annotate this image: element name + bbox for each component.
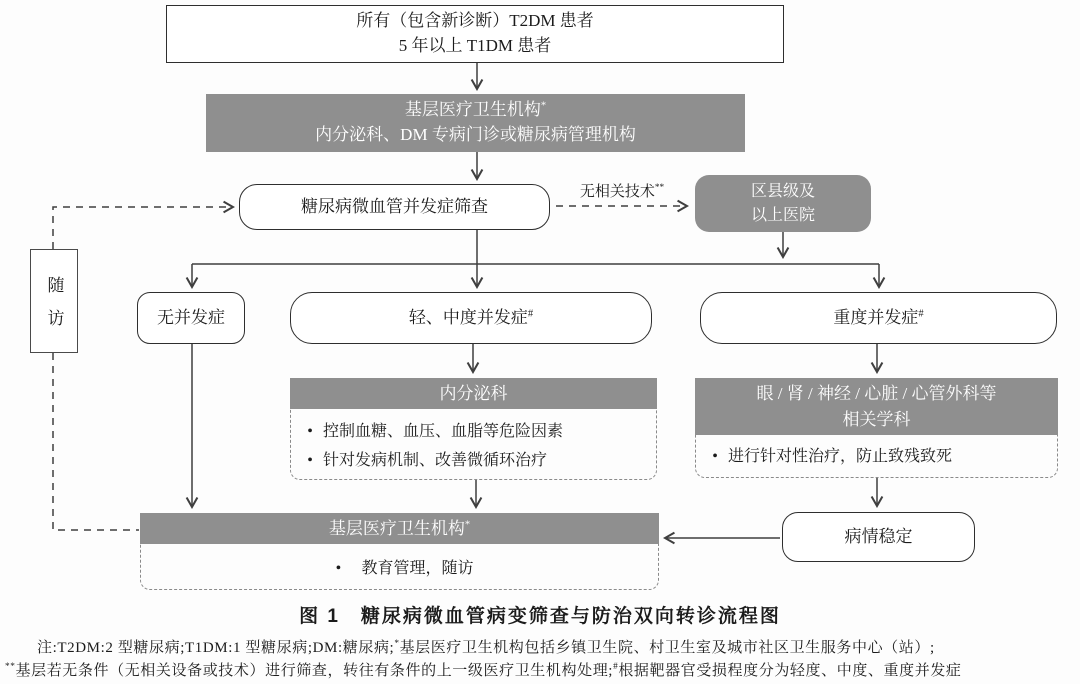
bottom-org-bullet: • 教育管理，随访 [141,554,658,583]
followup-label: 随访 [44,275,64,343]
endocrinology-box [290,378,657,480]
bottom-org-header: 基层医疗卫生机构* [140,513,659,544]
patients-box [166,5,784,63]
specialty-bullet: • 进行针对性治疗，防止致残致死 [702,442,1057,471]
district-line1: 区县级及 [750,183,815,201]
endocrinology-header: 内分泌科 [290,378,657,409]
mild-moderate-box: 轻、中度并发症# [290,292,652,344]
followup-box [30,249,78,353]
primary-org-box [206,94,745,152]
notes-line1: 注:T2DM:2 型糖尿病;T1DM:1 型糖尿病;DM:糖尿病;*基层医疗卫生机构包括乡镇卫生院、村卫生室及城市社区卫生服务中心（站）; [37,639,935,656]
primary-org-sup: * [540,100,547,112]
primary-org-line1: 基层医疗卫生机构 [404,100,541,120]
bullet-icon: • [712,448,718,465]
figure-notes [5,637,1076,682]
bullet-icon: • [307,423,313,440]
endocrinology-bullet: • 控制血糖、血压、血脂等危险因素 [297,417,656,446]
no-tech-label: 无相关技术** [579,183,665,200]
endocrinology-bullet: • 针对发病机制、改善微循环治疗 [297,446,656,475]
no-complication-box: 无并发症 [137,292,245,344]
patients-line2: 5 年以上 T1DM 患者 [398,36,552,55]
patients-line1: 所有（包含新诊断）T2DM 患者 [356,11,594,31]
stable-box: 病情稳定 [782,512,975,562]
severe-box: 重度并发症# [700,292,1057,344]
dashed-arrow-followup-to-screening [53,207,233,249]
screening-label: 糖尿病微血管并发症筛查 [301,196,488,216]
bullet-icon: • [307,452,313,469]
bullet-icon: • [335,560,342,577]
district-line2: 以上医院 [750,206,815,224]
primary-org-line2: 内分泌科、DM 专病门诊或糖尿病管理机构 [315,125,636,144]
district-hospital-box [695,175,871,232]
figure-caption: 图 1 糖尿病微血管病变筛查与防治双向转诊流程图 [299,606,781,627]
screening-box [239,184,550,230]
bottom-org-box [140,513,659,590]
specialty-box [695,378,1058,478]
specialty-header: 眼 / 肾 / 神经 / 心脏 / 心管外科等 相关学科 [695,378,1058,435]
notes-line2: **基层若无条件（无相关设备或技术）进行筛查，转往有条件的上一级医疗卫生机构处理;#根据靶器官受损程度分为轻度、中度、重度并发症 [5,661,962,679]
dashed-line-followup-to-bottom [53,353,139,530]
